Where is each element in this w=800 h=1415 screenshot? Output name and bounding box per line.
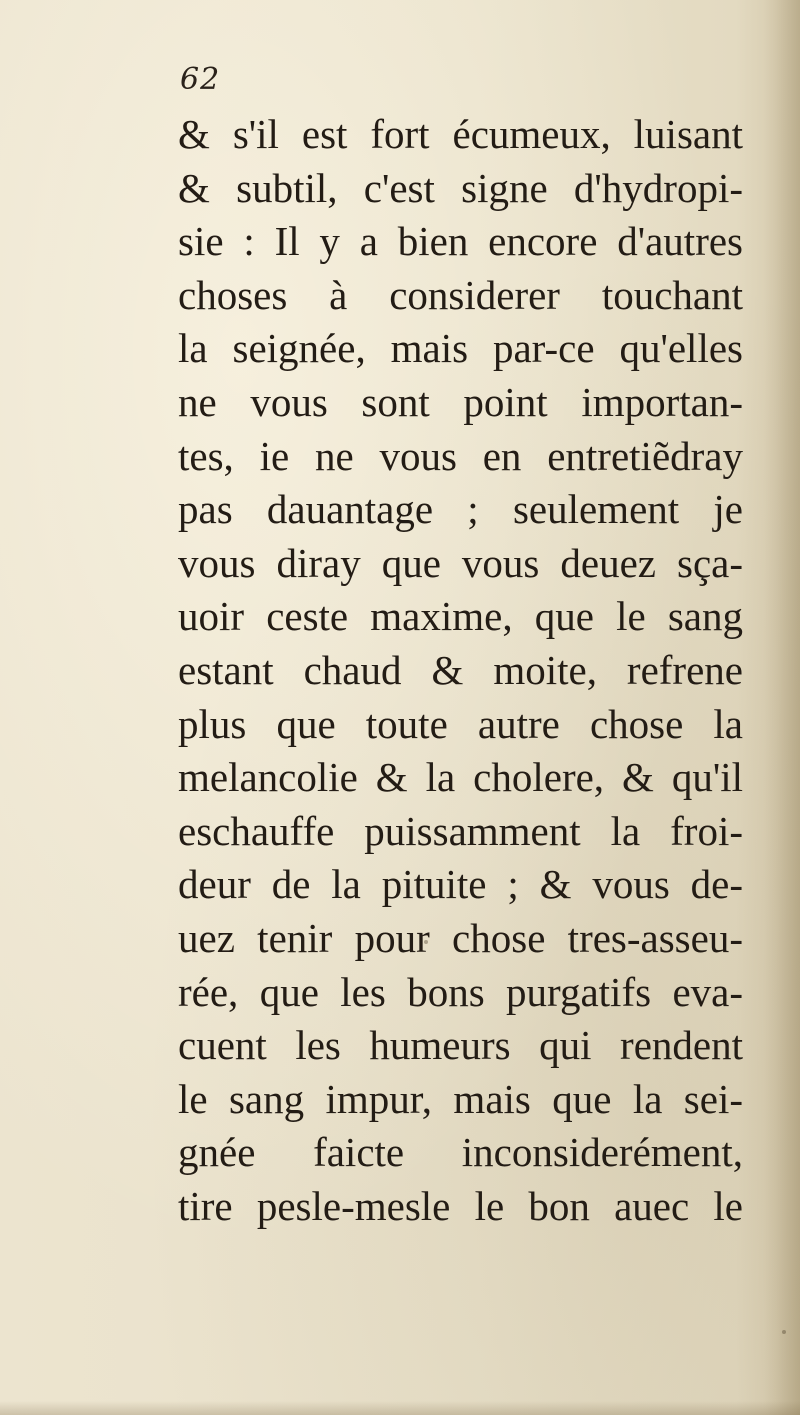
- text-line: deur de la pituite ; & vous de-: [178, 861, 743, 908]
- text-line: & subtil, c'est signe d'hydropi-: [178, 164, 743, 211]
- text-line: & s'il est fort écumeux, luisant: [178, 111, 743, 157]
- page-edge-shadow: [764, 0, 800, 1415]
- text-line: le sang impur, mais que la sei-: [178, 1075, 743, 1122]
- text-line: choses à considerer touchant: [178, 271, 743, 318]
- text-line: sie : Il y a bien encore d'autres: [178, 218, 743, 265]
- text-line: gnée faicte inconsiderément,: [178, 1129, 743, 1176]
- text-line: vous diray que vous deuez sça-: [178, 539, 743, 586]
- ink-spot: [782, 1330, 786, 1334]
- text-line: la seignée, mais par-ce qu'elles: [178, 325, 743, 372]
- text-line: tire pesle-mesle le bon auec le: [178, 1182, 743, 1229]
- text-line: cuent les humeurs qui rendent: [178, 1022, 743, 1069]
- text-line: plus que toute autre chose la: [178, 700, 743, 747]
- text-line: eschauffe puissamment la froi-: [178, 807, 743, 854]
- text-line: tes, ie ne vous en entretiẽdray: [178, 432, 743, 479]
- page-bottom-edge: [0, 1401, 800, 1415]
- text-line: pas dauantage ; seulement je: [178, 486, 743, 533]
- text-line: uez tenir pour chose tres-asseu-: [178, 914, 743, 961]
- text-line: ne vous sont point importan-: [178, 378, 743, 425]
- page-number: 62: [180, 62, 221, 97]
- text-line: melancolie & la cholere, & qu'il: [178, 754, 743, 801]
- text-line: estant chaud & moite, refrene: [178, 646, 743, 693]
- text-line: uoir ceste maxime, que le sang: [178, 593, 743, 640]
- text-line: rée, que les bons purgatifs eva-: [178, 968, 743, 1015]
- body-text: [178, 108, 743, 1233]
